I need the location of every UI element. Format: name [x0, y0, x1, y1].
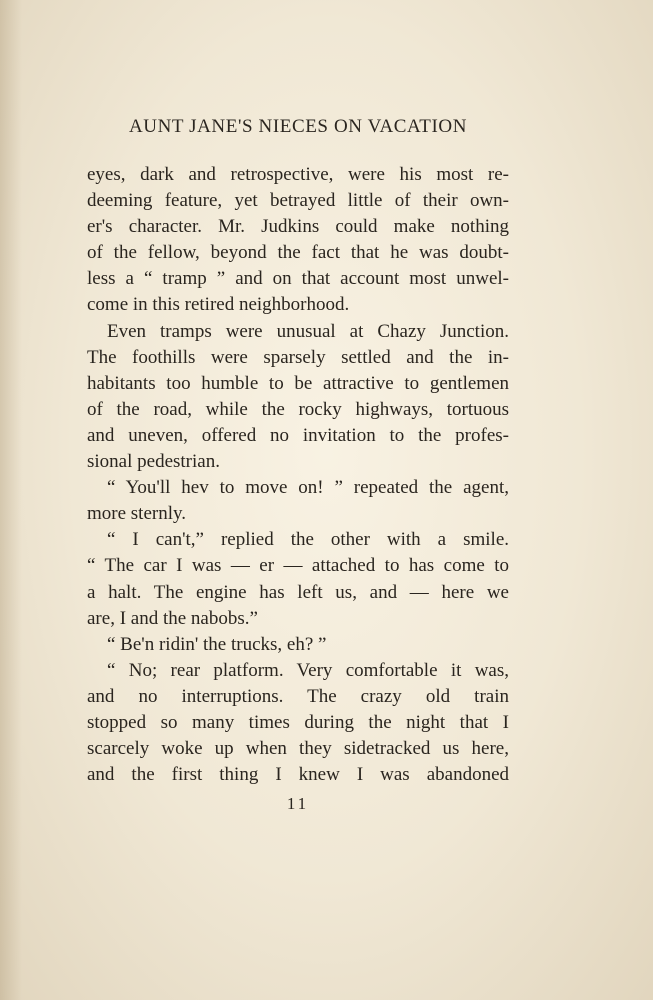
text-line: scarcely woke up when they sidetracked us here, [87, 738, 509, 760]
text-line: er's character. Mr. Judkins could make nothing [87, 216, 509, 238]
text-line: “ You'll hev to move on! ” repeated the agent, [107, 477, 509, 499]
text-line: deeming feature, yet betrayed little of their own- [87, 190, 509, 212]
running-header: AUNT JANE'S NIECES ON VACATION [128, 116, 468, 137]
text-line: and the first thing I knew I was abandoned [87, 764, 509, 786]
text-line: “ The car I was — er — attached to has come to [87, 555, 509, 577]
text-line: The foothills were sparsely settled and the in- [87, 346, 509, 368]
text-line: come in this retired neighborhood. [87, 294, 350, 316]
text-line: “ I can't,” replied the other with a smile. [107, 529, 509, 551]
text-line: more sternly. [87, 503, 187, 525]
text-line: eyes, dark and retrospective, were his most re- [87, 164, 509, 185]
text-line: “ No; rear platform. Very comfortable it was, [107, 659, 509, 681]
page-body-text [87, 162, 509, 788]
text-line: are, I and the nabobs.” [87, 607, 258, 629]
text-line: a halt. The engine has left us, and — here we [87, 581, 509, 603]
page-number: 11 [286, 794, 310, 813]
text-line: habitants too humble to be attractive to gentlemen [87, 372, 509, 394]
text-line: sional pedestrian. [87, 451, 220, 473]
text-line: less a “ tramp ” and on that account most unwel- [87, 268, 509, 290]
text-line: stopped so many times during the night that I [87, 711, 509, 733]
page-edge-shadow [0, 0, 22, 1000]
text-line: “ Be'n ridin' the trucks, eh? ” [107, 633, 327, 655]
text-line: and no interruptions. The crazy old train [87, 685, 509, 707]
text-line: and uneven, offered no invitation to the profes- [87, 424, 509, 446]
text-line: Even tramps were unusual at Chazy Junction. [107, 320, 509, 342]
text-line: of the fellow, beyond the fact that he was doubt- [87, 242, 509, 264]
text-line: of the road, while the rocky highways, tortuous [87, 398, 509, 420]
